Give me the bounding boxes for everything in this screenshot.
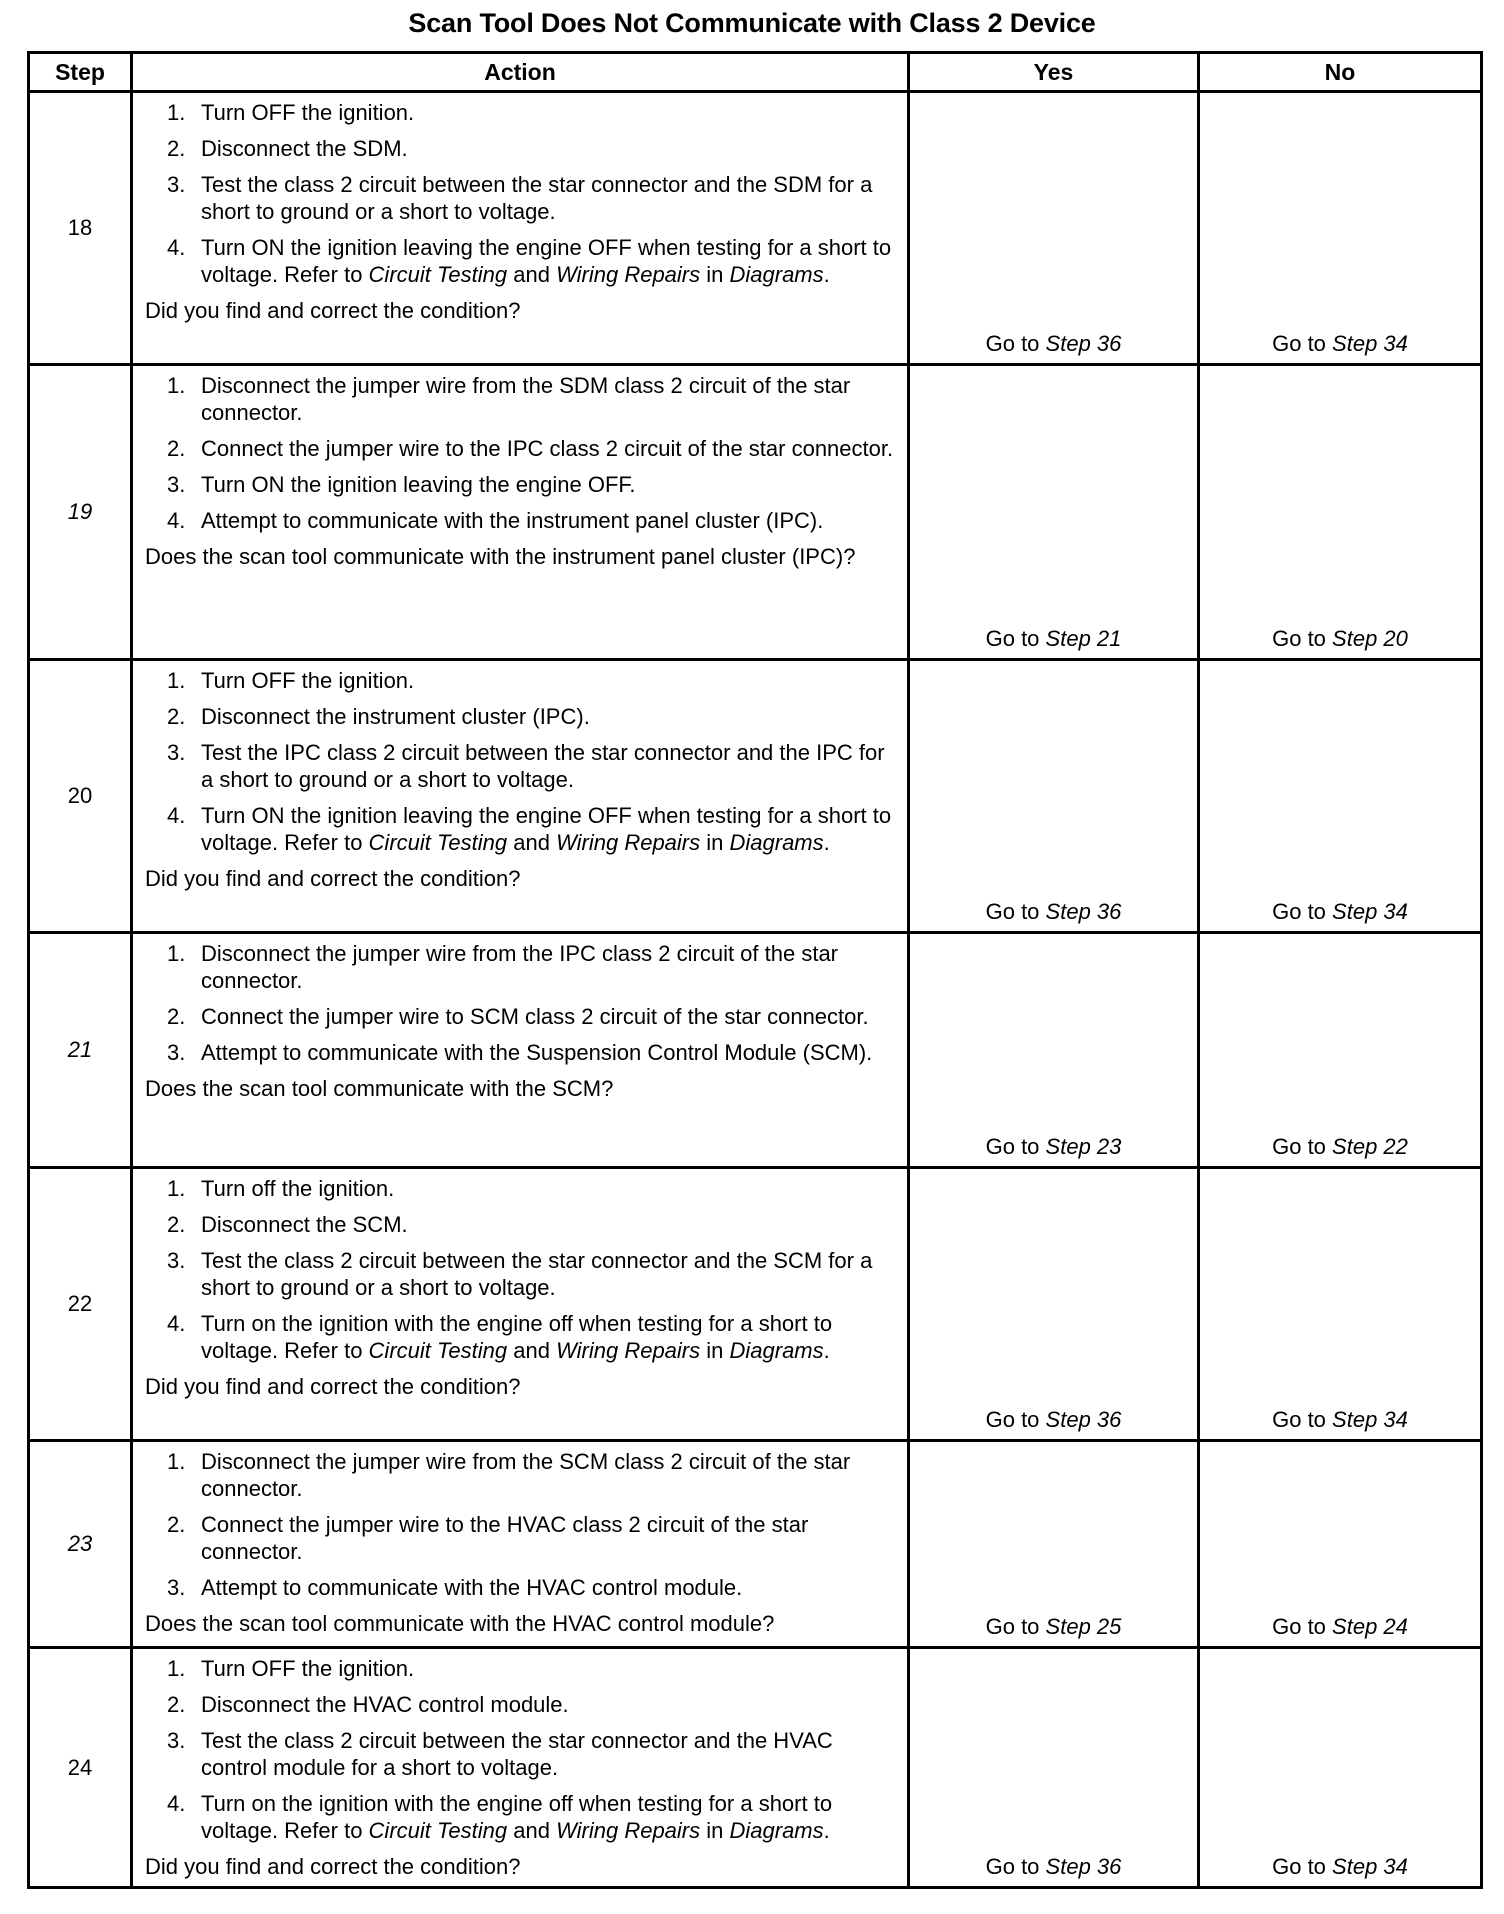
action-text: and: [507, 1338, 557, 1363]
table-row: [29, 1648, 1482, 1888]
action-steps-list: [145, 372, 899, 534]
action-steps-list: [145, 1448, 899, 1601]
action-step-number: 2.: [167, 1212, 186, 1237]
goto-prefix: Go to: [985, 899, 1040, 924]
action-step-item: [145, 1691, 899, 1718]
no-goto-step-link[interactable]: Step 34: [1332, 331, 1408, 356]
no-cell: [1199, 1441, 1482, 1648]
action-step-item: [145, 171, 899, 225]
no-goto-step-link[interactable]: Step 34: [1332, 1854, 1408, 1879]
action-step-item: [145, 1790, 899, 1844]
goto-prefix: Go to: [1272, 1407, 1326, 1432]
action-step-number: 4.: [167, 803, 186, 828]
action-step-item: [145, 802, 899, 856]
action-text: Test the class 2 circuit between the star connector and the SCM for a short to ground or a short to voltage.: [201, 1248, 873, 1300]
action-step-number: 1.: [167, 941, 186, 966]
goto-prefix: Go to: [1272, 899, 1326, 924]
question-text: Does the scan tool communicate with the SCM?: [145, 1076, 614, 1101]
table-row: [29, 1441, 1482, 1648]
action-text: Turn ON the ignition leaving the engine OFF when testing for a short to voltage. Refer to: [201, 235, 892, 287]
action-step-number: 1.: [167, 1656, 186, 1681]
action-step-number: 2.: [167, 136, 186, 161]
table-row: [29, 92, 1482, 365]
no-cell: [1199, 933, 1482, 1168]
action-cell: [132, 1168, 909, 1441]
action-step-item: [145, 1574, 899, 1601]
action-text: and: [507, 830, 557, 855]
yes-goto-step-link[interactable]: Step 36: [1045, 331, 1122, 356]
action-step-number: 3.: [167, 740, 186, 765]
no-goto-step-link[interactable]: Step 34: [1332, 899, 1408, 924]
action-step-number: 3.: [167, 1728, 186, 1753]
action-cell: [132, 933, 909, 1168]
reference-text: Wiring Repairs: [556, 830, 701, 855]
yes-goto-step-link[interactable]: Step 36: [1045, 899, 1122, 924]
action-text: in: [700, 830, 730, 855]
yes-cell: [909, 365, 1199, 660]
yes-cell: [909, 1648, 1199, 1888]
action-text: Turn ON the ignition leaving the engine OFF when testing for a short to voltage. Refer to: [201, 803, 892, 855]
goto-prefix: Go to: [985, 1614, 1040, 1639]
action-step-number: 3.: [167, 172, 186, 197]
action-text: Disconnect the HVAC control module.: [201, 1692, 569, 1717]
action-step-item: [145, 1727, 899, 1781]
action-text: in: [700, 262, 730, 287]
reference-text: Diagrams: [729, 1818, 824, 1843]
action-step-item: [145, 1511, 899, 1565]
action-step-item: [145, 1448, 899, 1502]
action-step-item: [145, 703, 899, 730]
action-text: Attempt to communicate with the Suspension Control Module (SCM).: [201, 1040, 873, 1065]
goto-prefix: Go to: [985, 1407, 1040, 1432]
no-cell: [1199, 660, 1482, 933]
action-cell: [132, 92, 909, 365]
action-text: .: [823, 262, 830, 287]
goto-prefix: Go to: [985, 626, 1040, 651]
action-step-item: [145, 1310, 899, 1364]
action-step-item: [145, 234, 899, 288]
action-step-item: [145, 1003, 899, 1030]
reference-text: Wiring Repairs: [556, 262, 701, 287]
action-step-number: 1.: [167, 1449, 186, 1474]
yes-cell: [909, 933, 1199, 1168]
no-goto-step-link[interactable]: Step 24: [1332, 1614, 1408, 1639]
yes-goto-step-link[interactable]: Step 36: [1045, 1854, 1122, 1879]
action-step-number: 1.: [167, 100, 186, 125]
yes-cell: [909, 1168, 1199, 1441]
step-number: 19: [29, 365, 132, 660]
action-step-number: 4.: [167, 508, 186, 533]
question-text: Did you find and correct the condition?: [145, 1854, 521, 1879]
goto-prefix: Go to: [1272, 331, 1326, 356]
action-step-item: [145, 372, 899, 426]
action-step-item: [145, 940, 899, 994]
action-text: Disconnect the jumper wire from the IPC class 2 circuit of the star connector.: [201, 941, 839, 993]
column-header-no: No: [1199, 53, 1482, 92]
action-text: and: [507, 1818, 557, 1843]
action-steps-list: [145, 1175, 899, 1364]
action-step-item: [145, 1247, 899, 1301]
action-text: Test the class 2 circuit between the star connector and the SDM for a short to ground or a short to voltage.: [201, 172, 873, 224]
action-text: Disconnect the SCM.: [201, 1212, 408, 1237]
action-step-number: 4.: [167, 1311, 186, 1336]
action-steps-list: [145, 99, 899, 288]
action-step-number: 3.: [167, 472, 186, 497]
no-goto-step-link[interactable]: Step 34: [1332, 1407, 1408, 1432]
action-text: Test the class 2 circuit between the star connector and the HVAC control module for a short to voltage.: [201, 1728, 833, 1780]
action-step-item: [145, 135, 899, 162]
goto-prefix: Go to: [985, 331, 1040, 356]
question-text: Does the scan tool communicate with the instrument panel cluster (IPC)?: [145, 544, 856, 569]
no-cell: [1199, 1168, 1482, 1441]
action-steps-list: [145, 940, 899, 1066]
action-text: Attempt to communicate with the HVAC control module.: [201, 1575, 743, 1600]
page-title: Scan Tool Does Not Communicate with Class 2 Device: [408, 8, 1096, 38]
column-header-step: Step: [29, 53, 132, 92]
table-header-row: [29, 53, 1482, 92]
reference-text: Diagrams: [729, 262, 824, 287]
action-step-item: [145, 739, 899, 793]
table-row: [29, 660, 1482, 933]
action-text: Disconnect the SDM.: [201, 136, 408, 161]
action-step-number: 1.: [167, 668, 186, 693]
table-row: [29, 1168, 1482, 1441]
table-body: [29, 92, 1482, 1888]
goto-prefix: Go to: [1272, 1134, 1326, 1159]
action-text: Disconnect the instrument cluster (IPC).: [201, 704, 590, 729]
step-number: 20: [29, 660, 132, 933]
action-step-item: [145, 1175, 899, 1202]
action-text: and: [507, 262, 557, 287]
diagnostic-table: [27, 51, 1483, 1889]
action-text: Connect the jumper wire to the IPC class 2 circuit of the star connector.: [201, 436, 894, 461]
no-cell: [1199, 1648, 1482, 1888]
action-step-number: 2.: [167, 436, 186, 461]
yes-goto-step-link[interactable]: Step 23: [1045, 1134, 1122, 1159]
reference-text: Circuit Testing: [368, 830, 508, 855]
action-steps-list: [145, 667, 899, 856]
goto-prefix: Go to: [1272, 1614, 1326, 1639]
action-cell: [132, 1441, 909, 1648]
no-cell: [1199, 92, 1482, 365]
table-row: [29, 933, 1482, 1168]
action-step-number: 2.: [167, 1692, 186, 1717]
action-text: Turn ON the ignition leaving the engine OFF.: [201, 472, 636, 497]
action-step-number: 1.: [167, 373, 186, 398]
action-step-number: 2.: [167, 704, 186, 729]
table-row: [29, 365, 1482, 660]
action-step-number: 4.: [167, 235, 186, 260]
question-text: Did you find and correct the condition?: [145, 1374, 521, 1399]
action-text: Turn OFF the ignition.: [201, 100, 415, 125]
goto-prefix: Go to: [985, 1854, 1040, 1879]
action-text: Turn OFF the ignition.: [201, 1656, 415, 1681]
action-step-item: [145, 667, 899, 694]
goto-prefix: Go to: [1272, 626, 1326, 651]
action-text: .: [823, 830, 830, 855]
action-step-number: 4.: [167, 1791, 186, 1816]
step-number: 18: [29, 92, 132, 365]
action-text: .: [823, 1818, 830, 1843]
action-text: .: [823, 1338, 830, 1363]
yes-goto-step-link[interactable]: Step 21: [1045, 626, 1122, 651]
no-goto-step-link[interactable]: Step 20: [1332, 626, 1408, 651]
column-header-action: Action: [132, 53, 909, 92]
action-cell: [132, 660, 909, 933]
reference-text: Wiring Repairs: [556, 1338, 701, 1363]
action-step-number: 3.: [167, 1040, 186, 1065]
action-text: in: [700, 1338, 730, 1363]
action-text: Connect the jumper wire to the HVAC class 2 circuit of the star connector.: [201, 1512, 809, 1564]
action-text: Turn on the ignition with the engine off when testing for a short to voltage. Refer to: [201, 1311, 833, 1363]
question-text: Did you find and correct the condition?: [145, 298, 521, 323]
yes-cell: [909, 92, 1199, 365]
yes-cell: [909, 660, 1199, 933]
action-text: Turn on the ignition with the engine off when testing for a short to voltage. Refer to: [201, 1791, 833, 1843]
action-steps-list: [145, 1655, 899, 1844]
goto-prefix: Go to: [1272, 1854, 1326, 1879]
action-step-item: [145, 507, 899, 534]
reference-text: Circuit Testing: [368, 1338, 508, 1363]
reference-text: Diagrams: [729, 1338, 824, 1363]
column-header-yes: Yes: [909, 53, 1199, 92]
step-number: 22: [29, 1168, 132, 1441]
question-text: Does the scan tool communicate with the HVAC control module?: [145, 1611, 775, 1636]
action-step-item: [145, 1039, 899, 1066]
action-text: Attempt to communicate with the instrument panel cluster (IPC).: [201, 508, 824, 533]
action-step-item: [145, 1655, 899, 1682]
action-step-number: 3.: [167, 1575, 186, 1600]
action-text: Turn OFF the ignition.: [201, 668, 415, 693]
no-goto-step-link[interactable]: Step 22: [1332, 1134, 1408, 1159]
action-step-item: [145, 1211, 899, 1238]
action-text: Turn off the ignition.: [201, 1176, 395, 1201]
action-text: Disconnect the jumper wire from the SDM class 2 circuit of the star connector.: [201, 373, 851, 425]
action-text: Connect the jumper wire to SCM class 2 circuit of the star connector.: [201, 1004, 869, 1029]
action-text: Test the IPC class 2 circuit between the star connector and the IPC for a short to ground or a short to voltage.: [201, 740, 885, 792]
no-cell: [1199, 365, 1482, 660]
action-step-number: 1.: [167, 1176, 186, 1201]
reference-text: Circuit Testing: [368, 262, 508, 287]
action-cell: [132, 1648, 909, 1888]
step-number: 24: [29, 1648, 132, 1888]
step-number: 23: [29, 1441, 132, 1648]
yes-cell: [909, 1441, 1199, 1648]
action-step-item: [145, 471, 899, 498]
yes-goto-step-link[interactable]: Step 36: [1045, 1407, 1122, 1432]
step-number: 21: [29, 933, 132, 1168]
yes-goto-step-link[interactable]: Step 25: [1045, 1614, 1122, 1639]
reference-text: Wiring Repairs: [556, 1818, 701, 1843]
reference-text: Circuit Testing: [368, 1818, 508, 1843]
action-step-number: 3.: [167, 1248, 186, 1273]
action-step-item: [145, 99, 899, 126]
question-text: Did you find and correct the condition?: [145, 866, 521, 891]
action-step-number: 2.: [167, 1004, 186, 1029]
reference-text: Diagrams: [729, 830, 824, 855]
action-text: in: [700, 1818, 730, 1843]
action-step-item: [145, 435, 899, 462]
goto-prefix: Go to: [985, 1134, 1040, 1159]
action-text: Disconnect the jumper wire from the SCM class 2 circuit of the star connector.: [201, 1449, 851, 1501]
action-step-number: 2.: [167, 1512, 186, 1537]
action-cell: [132, 365, 909, 660]
